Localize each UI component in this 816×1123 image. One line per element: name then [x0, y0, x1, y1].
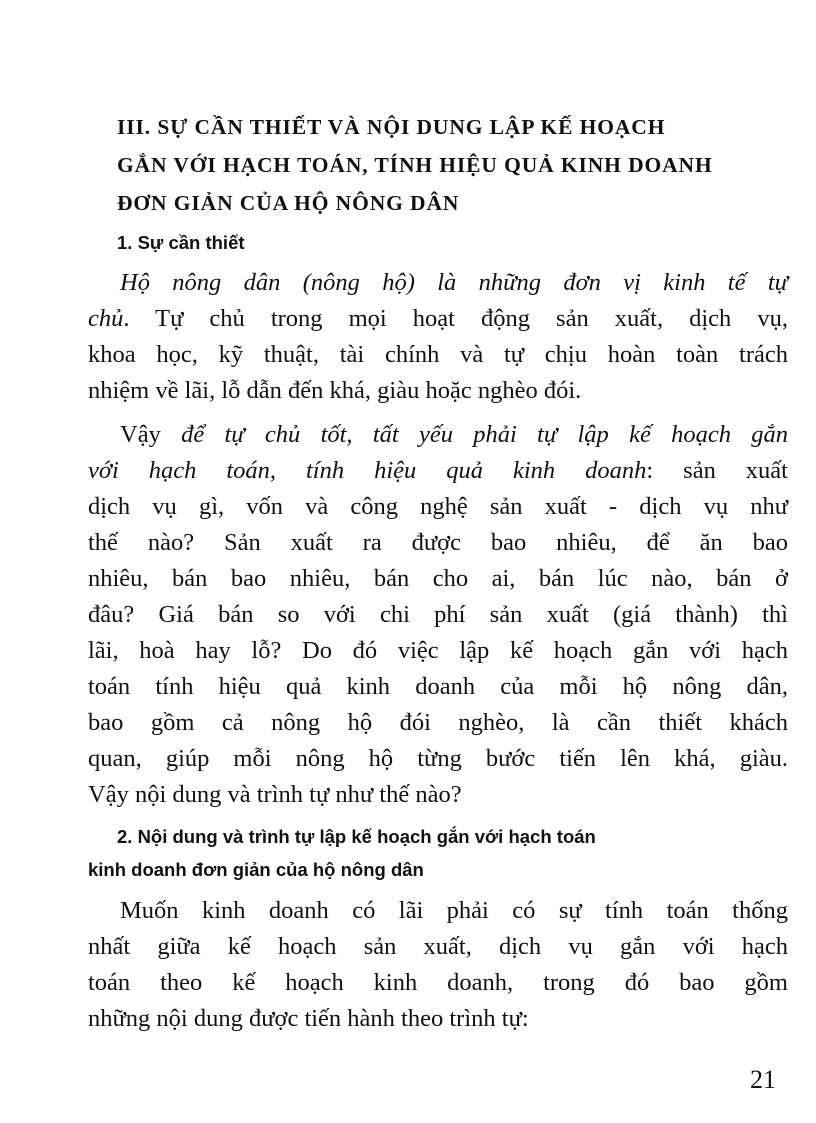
section-heading — [117, 108, 787, 222]
paragraph-line: khoa học, kỹ thuật, tài chính và tự chịu hoàn toàn trách — [88, 341, 788, 368]
section-heading-line: III. SỰ CẦN THIẾT VÀ NỘI DUNG LẬP KẾ HOẠCH — [117, 115, 666, 139]
section-heading-line: ĐƠN GIẢN CỦA HỘ NÔNG DÂN — [117, 191, 460, 215]
paragraph-line — [88, 301, 788, 337]
paragraph-3 — [88, 893, 788, 1037]
paragraph-1 — [88, 265, 788, 409]
subsection-2-title-line: 2. Nội dung và trình tự lập kế hoạch gắn với hạch toán — [117, 826, 596, 847]
paragraph-line: bao gồm cả nông hộ đói nghèo, là cần thiết khách — [88, 709, 788, 736]
paragraph-line: lãi, hoà hay lỗ? Do đó việc lập kế hoạch gắn với hạch — [88, 637, 788, 664]
paragraph-line: toán tính hiệu quả kinh doanh của mỗi hộ nông dân, — [88, 673, 788, 700]
paragraph-line: thế nào? Sản xuất ra được bao nhiêu, để ăn bao — [88, 529, 788, 556]
page-number: 21 — [750, 1065, 776, 1094]
paragraph-line: dịch vụ gì, vốn và công nghệ sản xuất - dịch vụ như — [88, 493, 788, 520]
paragraph-line: những nội dung được tiến hành theo trình tự: — [88, 1005, 529, 1032]
paragraph-line — [88, 453, 788, 489]
paragraph-line: quan, giúp mỗi nông hộ từng bước tiến lên khá, giàu. — [88, 745, 788, 772]
italic-text: Hộ nông dân (nông hộ) là những đơn vị kinh tế tự — [120, 269, 788, 296]
paragraph-line — [88, 265, 788, 301]
paragraph-2 — [88, 417, 788, 813]
subsection-2-title-line: kinh doanh đơn giản của hộ nông dân — [88, 859, 424, 880]
paragraph-line: toán theo kế hoạch kinh doanh, trong đó bao gồm — [88, 969, 788, 996]
paragraph-line: nhiệm về lãi, lỗ dẫn đến khá, giàu hoặc nghèo đói. — [88, 377, 582, 404]
paragraph-line: nhất giữa kế hoạch sản xuất, dịch vụ gắn với hạch — [88, 933, 788, 960]
paragraph-line: Muốn kinh doanh có lãi phải có sự tính toán thống — [120, 897, 788, 924]
italic-text: chủ — [88, 305, 124, 332]
text-run: : sản xuất — [646, 457, 788, 484]
paragraph-line: đâu? Giá bán so với chi phí sản xuất (giá thành) thì — [88, 601, 788, 628]
paragraph-line: nhiêu, bán bao nhiêu, bán cho ai, bán lúc nào, bán ở — [88, 565, 788, 592]
section-heading-line: GẮN VỚI HẠCH TOÁN, TÍNH HIỆU QUẢ KINH DOANH — [117, 153, 713, 177]
subsection-2-title — [88, 820, 789, 886]
italic-text: với hạch toán, tính hiệu quả kinh doanh — [88, 457, 647, 484]
paragraph-line: Vậy nội dung và trình tự như thế nào? — [88, 781, 462, 808]
text-run: Vậy — [120, 421, 182, 448]
text-run: . Tự chủ trong mọi hoạt động sản xuất, dịch vụ, — [123, 305, 788, 332]
italic-text: để tự chủ tốt, tất yếu phải tự lập kế hoạch gắn — [181, 421, 788, 448]
subsection-1-title: 1. Sự cần thiết — [117, 232, 245, 253]
paragraph-line — [88, 417, 788, 453]
